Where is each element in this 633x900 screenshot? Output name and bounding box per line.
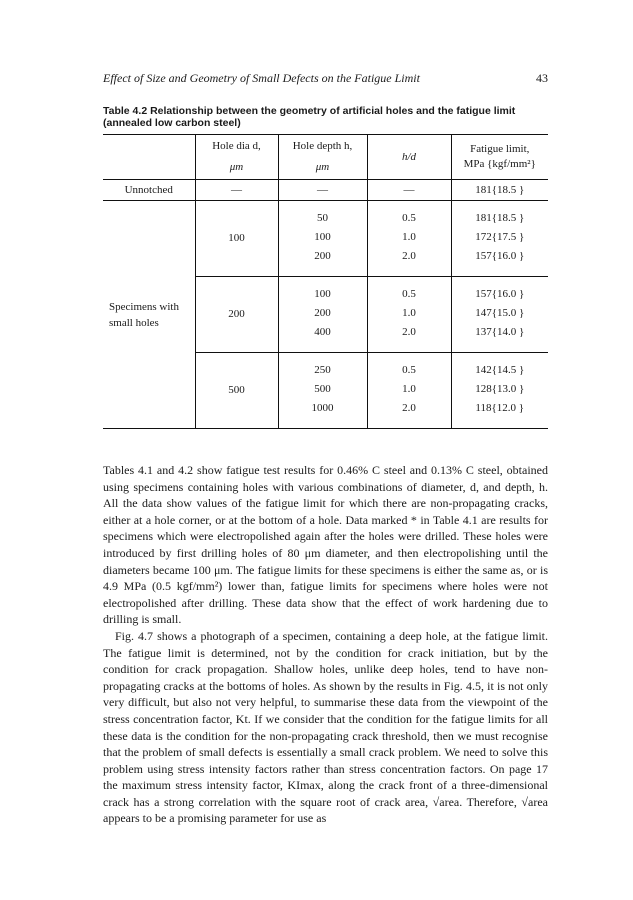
fatigue-value: 172{17.5 } xyxy=(475,231,525,243)
ratio-value: 1.0 xyxy=(402,231,416,243)
group-fatigue-cell xyxy=(451,353,548,429)
depth-value: 100 xyxy=(314,231,331,243)
header-fatigue-limit xyxy=(451,135,548,180)
group-depth-cell xyxy=(278,201,367,277)
header-hole-dia-label: Hole dia d, xyxy=(212,140,261,152)
depth-value: 1000 xyxy=(311,402,334,414)
fatigue-value: 181{18.5 } xyxy=(475,212,525,224)
header-hole-depth-label: Hole depth h, xyxy=(292,140,353,152)
header-hole-dia xyxy=(195,135,278,180)
page-number: 43 xyxy=(536,71,548,85)
paragraph: Tables 4.1 and 4.2 show fatigue test results for 0.46% C steel and 0.13% C steel, obtained using specimens containing holes with various combinations of diameter, d, and depth, h. All the data show values of the fatigue limit for which there are non-propagating cracks, either at a hole corner, or at the bottom of a hole. Data marked * in Table 4.1 are results for specimens which were electropolished again after the holes were drilled. These holes were introduced by first drilling holes of 80 μm diameter, and then electropolishing until the diameters became 100 μm. The fatigue limits for these specimens is either the same as, or is 4.9 MPa (0.5 kgf/mm²) lower than, fatigue limits for specimens where holes were not electropolished after drilling. These data show that the effect of work hardening due to drilling is small. xyxy=(103,463,548,627)
group-fatigue-cell xyxy=(451,277,548,353)
depth-value: 500 xyxy=(314,383,331,395)
header-hole-depth-unit: μm xyxy=(315,161,330,173)
table-row-unnotched xyxy=(103,180,548,201)
depth-value: 400 xyxy=(314,326,331,338)
header-blank xyxy=(103,135,195,180)
group-depth-cell xyxy=(278,277,367,353)
fatigue-value: 142{14.5 } xyxy=(475,364,525,376)
paragraph: Fig. 4.7 shows a photograph of a specimen, containing a deep hole, at the fatigue limit. The fatigue limit is determined, not by the condition for crack initiation, but by the condition for crack propagation. Shallow holes, unlike deep holes, tend to have non-propagating cracks at the bottoms of holes. As shown by the results in Fig. 4.5, it is not only very difficult, but also not very helpful, to summarise these data from the viewpoint of the stress concentration factor, Kt. If we consider that the condition for the fatigue limits for all these data is the condition for the non-propagating crack threshold, then we must recognise that the problem of small defects is essentially a small crack problem. We need to solve this problem using stress intensity factors rather than stress concentration factors. On page 17 the maximum stress intensity factor, KImax, along the crack front of a three-dimensional crack has a strong correlation with the square root of crack area, √area. Therefore, √area appears to be a promising parameter for use as xyxy=(103,628,548,826)
fatigue-limit-table xyxy=(103,134,548,429)
table-row-group-100 xyxy=(103,201,548,277)
table-header-row xyxy=(103,135,548,180)
fatigue-value: 147{15.0 } xyxy=(475,307,525,319)
header-fatigue-label: Fatigue limit, xyxy=(470,143,530,155)
unnotched-ratio: — xyxy=(367,180,451,201)
fatigue-value: 137{14.0 } xyxy=(475,326,525,338)
ratio-value: 0.5 xyxy=(402,212,416,224)
ratio-value: 2.0 xyxy=(402,250,416,262)
fatigue-value: 118{12.0 } xyxy=(475,402,525,414)
header-hole-dia-unit: μm xyxy=(229,161,244,173)
fatigue-value: 128{13.0 } xyxy=(475,383,525,395)
specimen-label: Specimens with small holes xyxy=(103,201,195,429)
group-depth-cell xyxy=(278,353,367,429)
ratio-value: 2.0 xyxy=(402,402,416,414)
depth-value: 200 xyxy=(314,250,331,262)
group-fatigue-cell xyxy=(451,201,548,277)
body-text xyxy=(103,462,548,827)
running-title: Effect of Size and Geometry of Small Defects on the Fatigue Limit xyxy=(103,71,420,85)
header-hole-depth xyxy=(278,135,367,180)
table-caption: Table 4.2 Relationship between the geometry of artificial holes and the fatigue limit (annealed low carbon steel) xyxy=(103,105,516,129)
unnotched-fatigue: 181{18.5 } xyxy=(451,180,548,201)
fatigue-value: 157{16.0 } xyxy=(475,288,525,300)
depth-value: 200 xyxy=(314,307,331,319)
unnotched-label: Unnotched xyxy=(103,180,195,201)
group-dia: 100 xyxy=(195,201,278,277)
ratio-value: 2.0 xyxy=(402,326,416,338)
ratio-value: 0.5 xyxy=(402,288,416,300)
depth-value: 250 xyxy=(314,364,331,376)
group-ratio-cell xyxy=(367,201,451,277)
ratio-value: 0.5 xyxy=(402,364,416,376)
group-ratio-cell xyxy=(367,277,451,353)
header-ratio-label: h/d xyxy=(401,150,417,163)
fatigue-value: 157{16.0 } xyxy=(475,250,525,262)
unnotched-dia: — xyxy=(195,180,278,201)
group-dia: 200 xyxy=(195,277,278,353)
depth-value: 50 xyxy=(317,212,328,224)
ratio-value: 1.0 xyxy=(402,383,416,395)
header-fatigue-unit: MPa {kgf/mm²} xyxy=(463,158,536,170)
header-ratio xyxy=(367,135,451,180)
group-ratio-cell xyxy=(367,353,451,429)
ratio-value: 1.0 xyxy=(402,307,416,319)
unnotched-depth: — xyxy=(278,180,367,201)
group-dia: 500 xyxy=(195,353,278,429)
depth-value: 100 xyxy=(314,288,331,300)
